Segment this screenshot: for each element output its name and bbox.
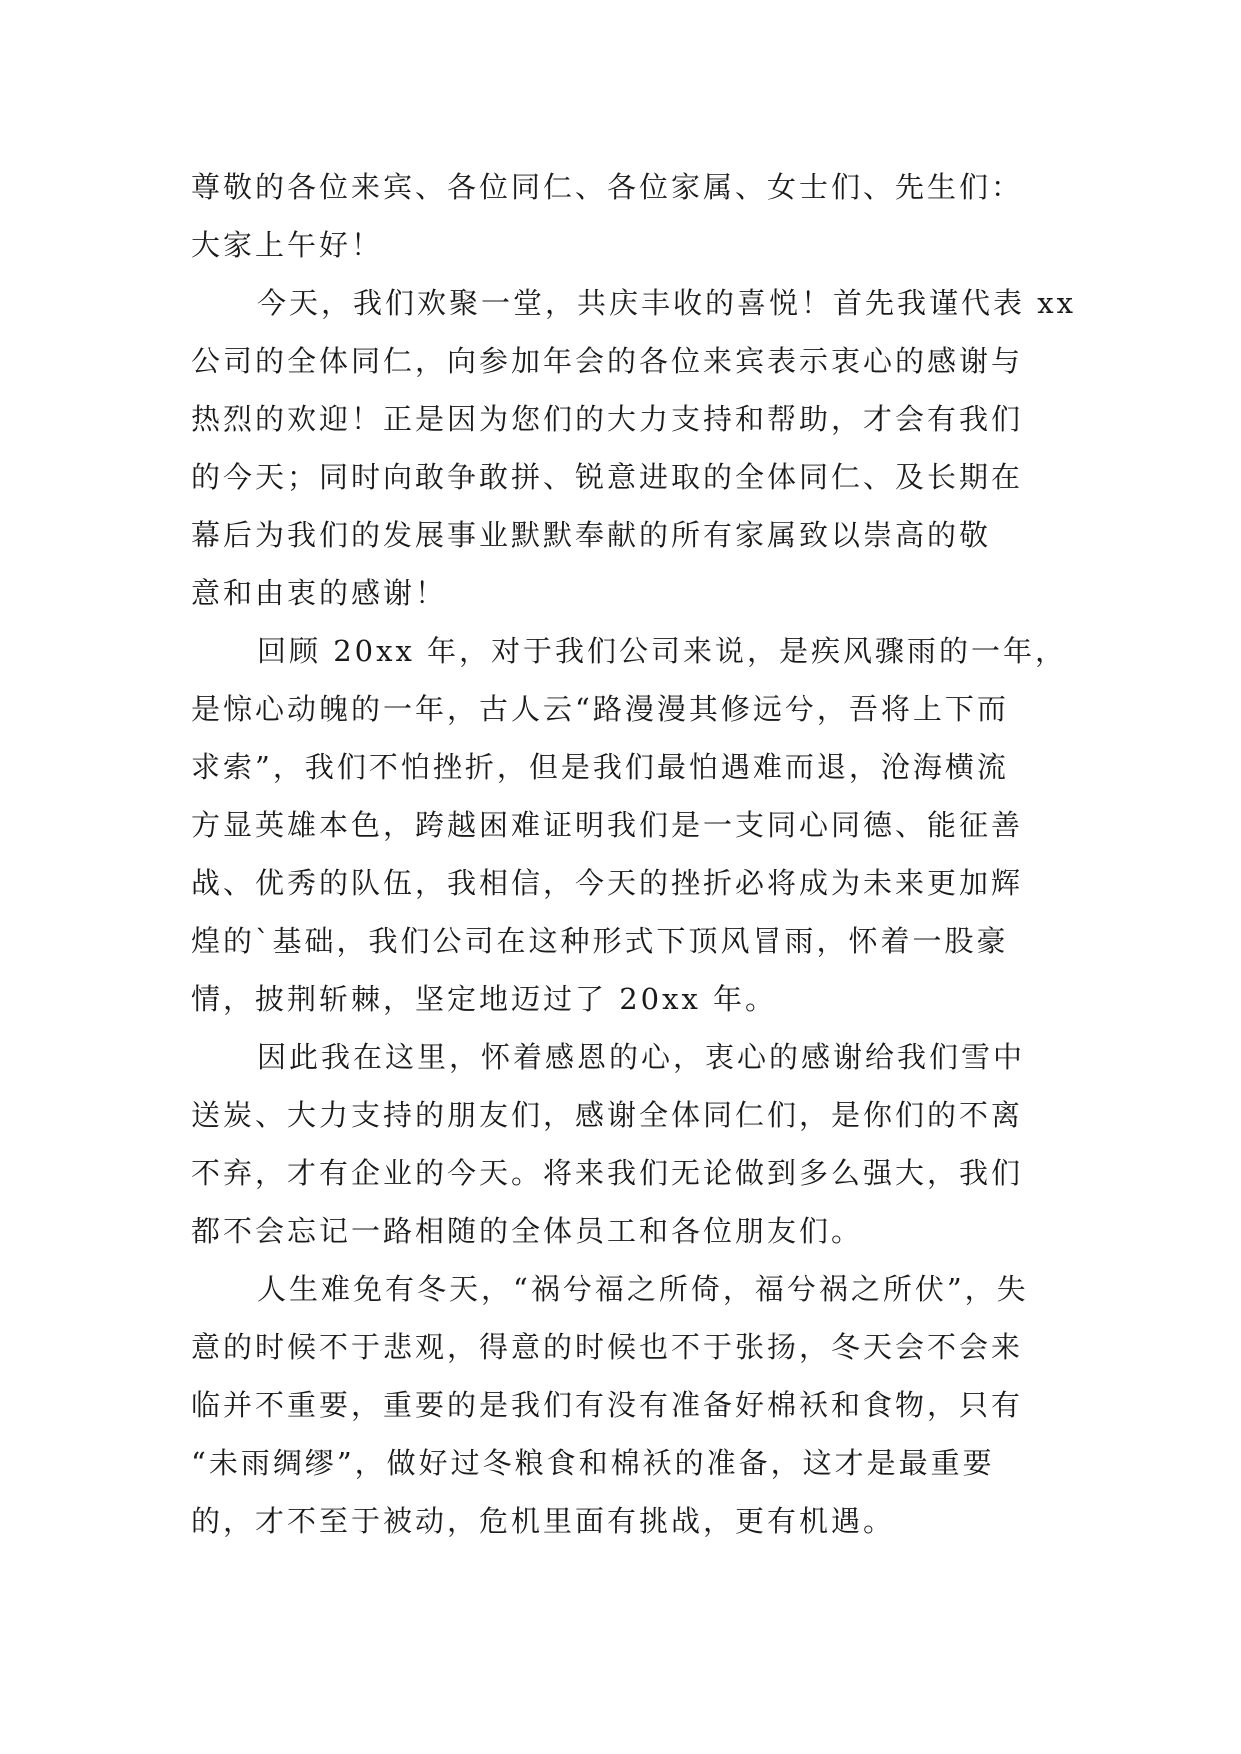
paragraph-4-line-4: “未雨绸缪”，做好过冬粮食和棉袄的准备，这才是最重要: [191, 1446, 995, 1480]
paragraph-2-line-5: 战、优秀的队伍，我相信，今天的挫折必将成为未来更加辉: [191, 866, 1024, 900]
paragraph-1-line-2: 公司的全体同仁，向参加年会的各位来宾表示衷心的感谢与: [191, 344, 1024, 378]
paragraph-2-line-7: 情，披荆斩棘，坚定地迈过了 20xx 年。: [191, 982, 778, 1016]
paragraph-4-line-2: 意的时候不于悲观，得意的时候也不于张扬，冬天会不会来: [191, 1330, 1024, 1364]
paragraph-4-line-3: 临并不重要，重要的是我们有没有准备好棉袄和食物，只有: [191, 1388, 1024, 1422]
paragraph-1-line-6: 意和由衷的感谢！: [191, 576, 448, 610]
paragraph-1-line-4: 的今天；同时向敢争敢拼、锐意进取的全体同仁、及长期在: [191, 460, 1024, 494]
paragraph-3-line-1: 因此我在这里，怀着感恩的心，衷心的感谢给我们雪中: [257, 1040, 1026, 1074]
paragraph-2-line-6: 煌的`基础，我们公司在这种形式下顶风冒雨，怀着一股豪: [191, 924, 1009, 958]
document-body: [191, 158, 1076, 1550]
paragraph-1-line-3: 热烈的欢迎！正是因为您们的大力支持和帮助，才会有我们: [191, 402, 1024, 436]
paragraph-2-line-4: 方显英雄本色，跨越困难证明我们是一支同心同德、能征善: [191, 808, 1024, 842]
paragraph-2-line-2: 是惊心动魄的一年，古人云“路漫漫其修远兮，吾将上下而: [191, 692, 1009, 726]
paragraph-2-line-1: 回顾 20xx 年，对于我们公司来说，是疾风骤雨的一年，: [257, 634, 1068, 668]
paragraph-2-line-3: 求索”，我们不怕挫折，但是我们最怕遇难而退，沧海横流: [191, 750, 1009, 784]
paragraph-3-line-4: 都不会忘记一路相随的全体员工和各位朋友们。: [191, 1214, 864, 1248]
paragraph-3-line-2: 送炭、大力支持的朋友们，感谢全体同仁们，是你们的不离: [191, 1098, 1024, 1132]
salutation-line: 尊敬的各位来宾、各位同仁、各位家属、女士们、先生们：: [191, 170, 1024, 204]
paragraph-1-line-1: 今天，我们欢聚一堂，共庆丰收的喜悦！首先我谨代表 xx: [257, 286, 1076, 320]
paragraph-4-line-1: 人生难免有冬天，“祸兮福之所倚，福兮祸之所伏”，失: [257, 1272, 1029, 1306]
paragraph-1-line-5: 幕后为我们的发展事业默默奉献的所有家属致以崇高的敬: [191, 518, 992, 552]
paragraph-3-line-3: 不弃，才有企业的今天。将来我们无论做到多么强大，我们: [191, 1156, 1024, 1190]
greeting-line: 大家上午好！: [191, 228, 384, 262]
paragraph-4-line-5: 的，才不至于被动，危机里面有挑战，更有机遇。: [191, 1504, 896, 1538]
